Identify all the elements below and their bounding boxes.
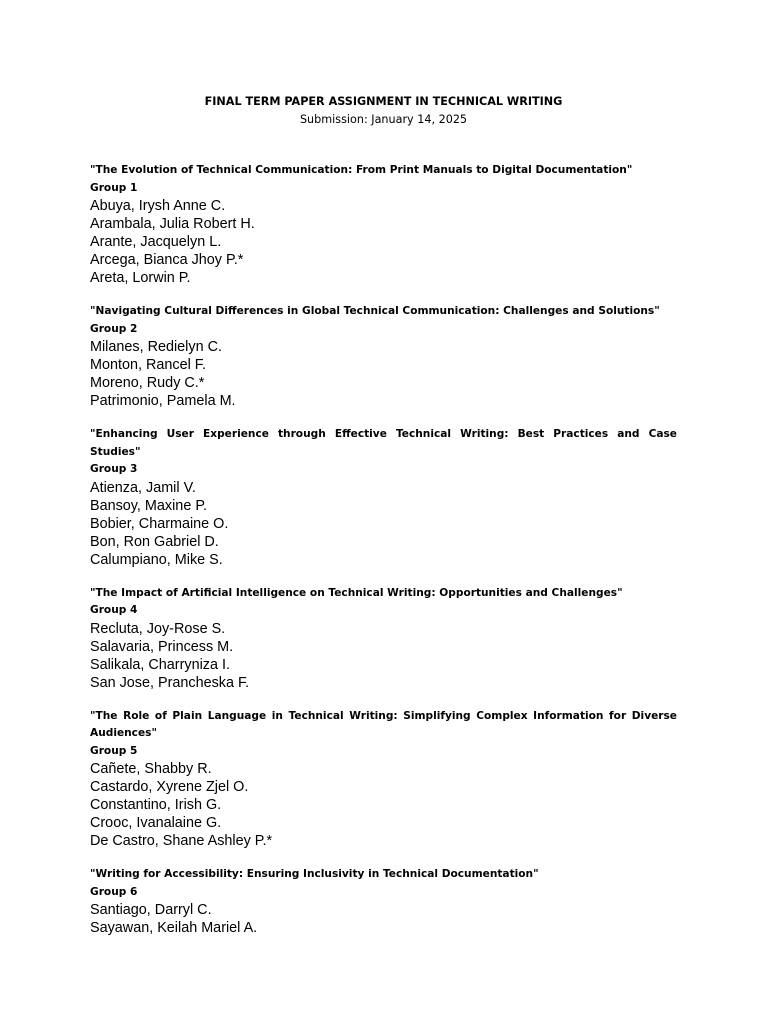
member-name: Recluta, Joy-Rose S. bbox=[90, 620, 226, 637]
group-topic: "The Evolution of Technical Communication: From Print Manuals to Digital Documentation" bbox=[90, 164, 633, 176]
group-label: Group 6 bbox=[90, 885, 138, 898]
group-section-5 bbox=[90, 708, 677, 851]
member-name: Atienza, Jamil V. bbox=[90, 479, 196, 496]
document-page bbox=[90, 94, 677, 953]
group-topic: "The Impact of Artificial Intelligence on Technical Writing: Opportunities and Challenges" bbox=[90, 586, 623, 599]
group-topic: "Enhancing User Experience through Effective Technical Writing: Best Practices and Case Studies" bbox=[90, 428, 677, 458]
group-list bbox=[90, 162, 677, 937]
member-name: Cañete, Shabby R. bbox=[90, 761, 212, 777]
member-list bbox=[90, 901, 677, 937]
member-name: Crooc, Ivanalaine G. bbox=[90, 815, 222, 831]
member-name: Constantino, Irish G. bbox=[90, 797, 222, 813]
member-list bbox=[90, 760, 677, 850]
member-name: Patrimonio, Pamela M. bbox=[90, 393, 236, 409]
member-list bbox=[90, 197, 677, 287]
member-name: Bon, Ron Gabriel D. bbox=[90, 533, 219, 550]
member-name: De Castro, Shane Ashley P.* bbox=[90, 833, 273, 849]
member-name: Milanes, Redielyn C. bbox=[90, 339, 222, 355]
group-label: Group 4 bbox=[90, 604, 138, 616]
group-topic: "Writing for Accessibility: Ensuring Inclusivity in Technical Documentation" bbox=[90, 868, 539, 880]
member-list bbox=[90, 479, 677, 569]
group-section-3 bbox=[90, 426, 677, 569]
document-title: FINAL TERM PAPER ASSIGNMENT IN TECHNICAL WRITING bbox=[204, 95, 563, 108]
member-name: Bansoy, Maxine P. bbox=[90, 497, 208, 514]
member-name: Salavaria, Princess M. bbox=[90, 638, 234, 655]
submission-date: Submission: January 14, 2025 bbox=[299, 113, 468, 126]
member-name: Monton, Rancel F. bbox=[90, 357, 206, 373]
member-name: Calumpiano, Mike S. bbox=[90, 551, 223, 568]
member-name: Arante, Jacquelyn L. bbox=[90, 234, 222, 250]
group-section-6 bbox=[90, 866, 677, 937]
group-topic: "Navigating Cultural Differences in Global Technical Communication: Challenges and Solutions" bbox=[90, 305, 660, 317]
group-label: Group 3 bbox=[90, 463, 138, 475]
member-name: Abuya, Irysh Anne C. bbox=[90, 198, 226, 214]
group-label: Group 1 bbox=[90, 181, 138, 194]
group-section-1 bbox=[90, 162, 677, 287]
member-name: Areta, Lorwin P. bbox=[90, 270, 191, 286]
group-section-2 bbox=[90, 303, 677, 410]
group-label: Group 5 bbox=[90, 744, 138, 757]
member-list bbox=[90, 620, 677, 692]
member-list bbox=[90, 338, 677, 410]
group-topic: "The Role of Plain Language in Technical Writing: Simplifying Complex Information for Diverse Audiences" bbox=[90, 709, 677, 739]
member-name: Santiago, Darryl C. bbox=[90, 902, 212, 918]
member-name: Salikala, Charryniza I. bbox=[90, 656, 230, 673]
group-label: Group 2 bbox=[90, 322, 138, 335]
member-name: San Jose, Prancheska F. bbox=[90, 674, 250, 691]
member-name: Sayawan, Keilah Mariel A. bbox=[90, 920, 258, 936]
member-name: Arambala, Julia Robert H. bbox=[90, 216, 255, 232]
group-section-4 bbox=[90, 585, 677, 692]
member-name: Castardo, Xyrene Zjel O. bbox=[90, 779, 249, 795]
member-name: Arcega, Bianca Jhoy P.* bbox=[90, 252, 244, 268]
member-name: Bobier, Charmaine O. bbox=[90, 515, 229, 532]
member-name: Moreno, Rudy C.* bbox=[90, 375, 205, 391]
